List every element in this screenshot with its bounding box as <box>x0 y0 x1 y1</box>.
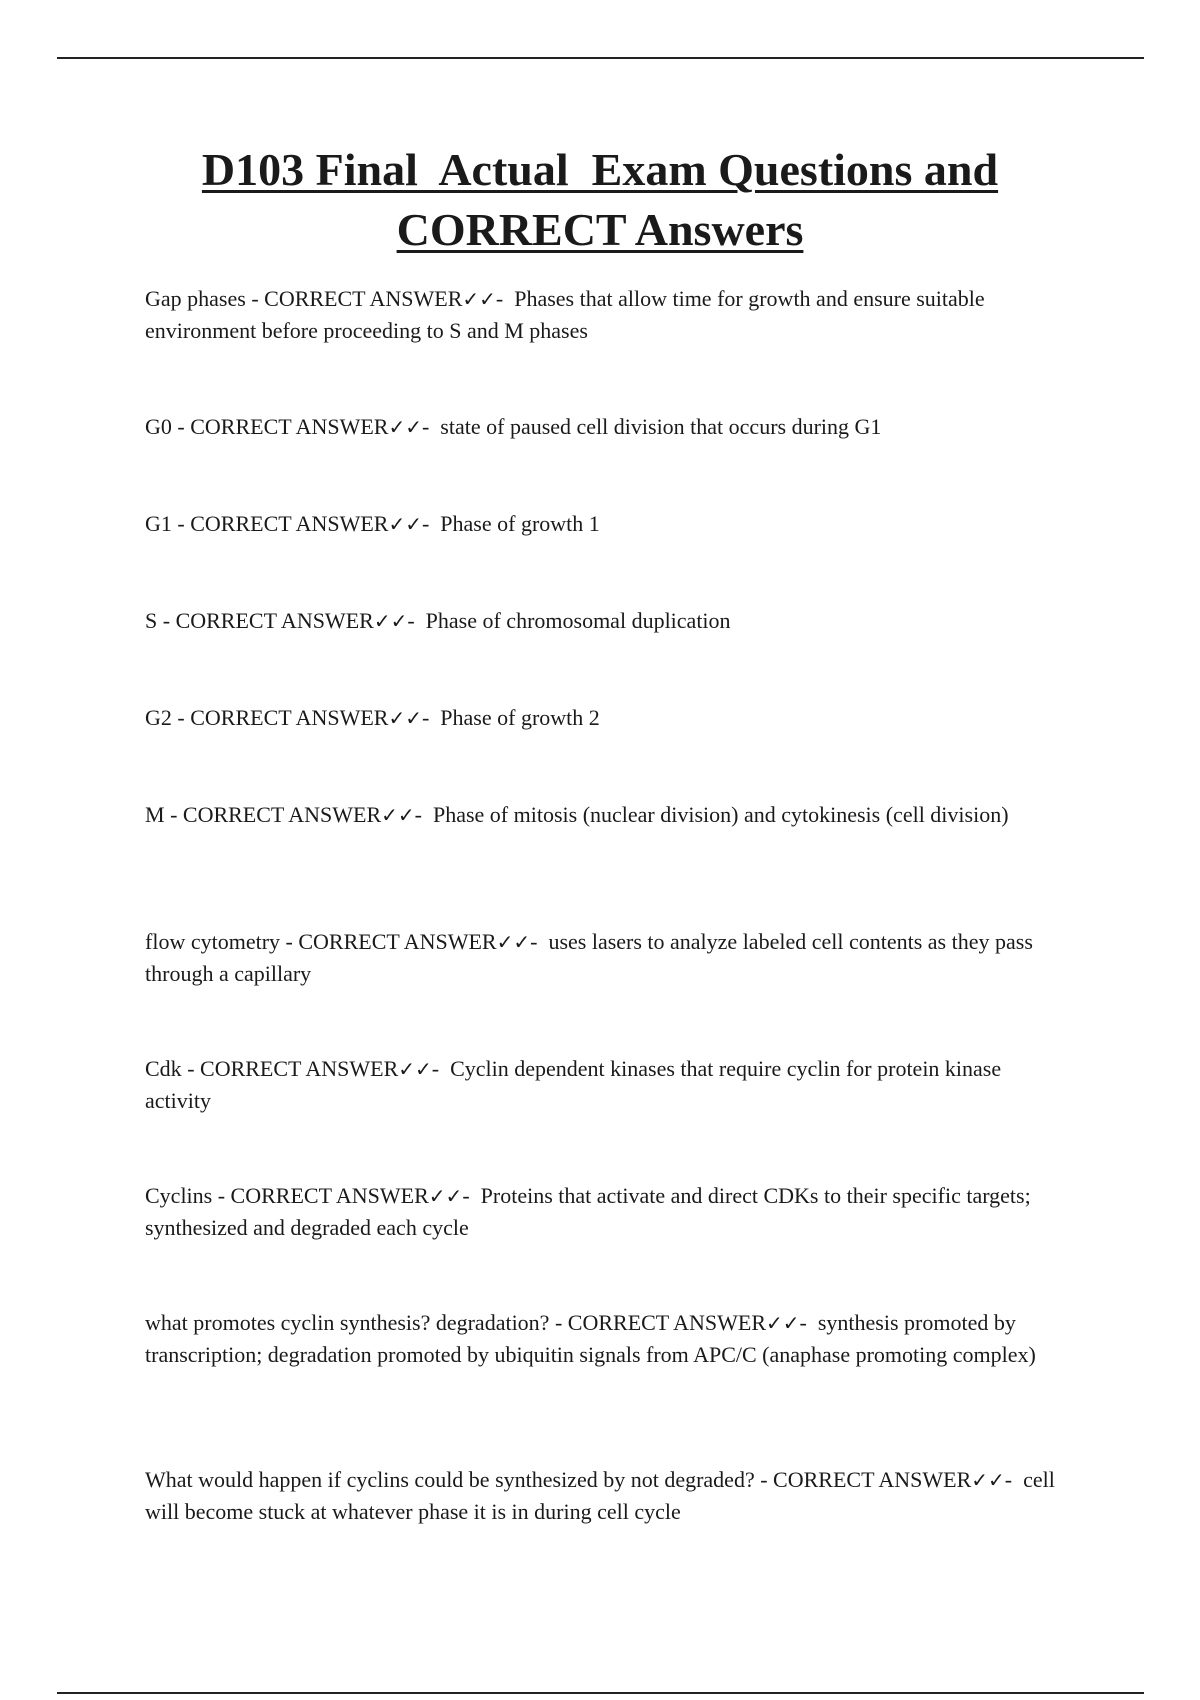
qa-item-g0 <box>145 411 1065 443</box>
qa-term: flow cytometry <box>145 929 281 954</box>
qa-label: - CORRECT ANSWER <box>245 286 463 311</box>
qa-label: - CORRECT ANSWER <box>280 929 497 954</box>
qa-term: what promotes cyclin synthesis? degradation? <box>145 1310 550 1335</box>
qa-answer: Phase of growth 1 <box>440 511 600 536</box>
check-icon: ✓✓ <box>462 287 496 311</box>
top-rule <box>57 57 1144 59</box>
check-icon: ✓✓ <box>766 1311 800 1335</box>
qa-label: - CORRECT ANSWER <box>157 608 374 633</box>
title-line-2: CORRECT Answers <box>396 204 804 255</box>
qa-item-flow-cytometry <box>145 926 1065 990</box>
qa-term: Gap phases <box>145 286 246 311</box>
qa-dash: - <box>421 414 441 439</box>
qa-answer: Phase of growth 2 <box>440 705 600 730</box>
qa-answer: Phase of mitosis (nuclear division) and cytokinesis (cell division) <box>432 802 1009 827</box>
qa-dash: - <box>421 705 441 730</box>
qa-item-m <box>145 799 1065 831</box>
qa-dash: - <box>414 802 433 827</box>
qa-dash: - <box>495 286 515 311</box>
qa-term: S <box>145 608 158 633</box>
qa-dash: - <box>1004 1467 1024 1492</box>
qa-term: M <box>145 802 165 827</box>
qa-term: G0 <box>145 414 172 439</box>
bottom-rule <box>57 1692 1144 1694</box>
check-icon: ✓✓ <box>398 1057 432 1081</box>
check-icon: ✓✓ <box>381 803 415 827</box>
qa-answer: Phase of chromosomal duplication <box>425 608 731 633</box>
check-icon: ✓✓ <box>428 1184 463 1208</box>
page-title <box>0 140 1200 260</box>
qa-answer: cell will become stuck at whatever phase it is in during cell cycle <box>145 1467 1061 1524</box>
qa-term: Cyclins <box>145 1183 213 1208</box>
check-icon: ✓✓ <box>971 1468 1005 1492</box>
qa-answer: Cyclin dependent kinases that require cyclin for protein kinase activity <box>145 1056 1007 1113</box>
qa-item-cyclins-not-degraded <box>145 1464 1065 1528</box>
qa-item-g2 <box>145 702 1065 734</box>
qa-answer: synthesis promoted by transcription; degradation promoted by ubiquitin signals from APC/C (anaphase promoting complex) <box>145 1310 1036 1367</box>
qa-dash: - <box>421 511 441 536</box>
qa-label: - CORRECT ANSWER <box>164 802 382 827</box>
qa-dash: - <box>407 608 426 633</box>
qa-answer: uses lasers to analyze labeled cell contents as they pass through a capillary <box>145 929 1039 986</box>
check-icon: ✓✓ <box>388 415 422 439</box>
qa-answer: Phases that allow time for growth and ensure suitable environment before proceeding to S and M phases <box>145 286 991 343</box>
qa-dash: - <box>462 1183 481 1208</box>
qa-label: - CORRECT ANSWER <box>171 414 389 439</box>
qa-answer: Proteins that activate and direct CDKs to their specific targets; synthesized and degraded each cycle <box>145 1183 1037 1240</box>
qa-term: G1 <box>145 511 172 536</box>
check-icon: ✓✓ <box>373 609 408 633</box>
qa-label: - CORRECT ANSWER <box>181 1056 399 1081</box>
qa-dash: - <box>530 929 549 954</box>
qa-label: - CORRECT ANSWER <box>171 705 389 730</box>
qa-term: Cdk <box>145 1056 182 1081</box>
qa-item-gap-phases <box>145 283 1065 347</box>
check-icon: ✓✓ <box>388 512 422 536</box>
qa-dash: - <box>431 1056 451 1081</box>
qa-item-cdk <box>145 1053 1065 1117</box>
qa-item-s <box>145 605 1065 637</box>
qa-label: - CORRECT ANSWER <box>549 1310 767 1335</box>
qa-item-cyclins <box>145 1180 1065 1244</box>
qa-answer: state of paused cell division that occurs during G1 <box>440 414 882 439</box>
qa-term: What would happen if cyclins could be synthesized by not degraded? <box>145 1467 755 1492</box>
check-icon: ✓✓ <box>388 706 422 730</box>
qa-item-cyclin-synthesis <box>145 1307 1065 1371</box>
qa-item-g1 <box>145 508 1065 540</box>
check-icon: ✓✓ <box>496 930 531 954</box>
qa-label: - CORRECT ANSWER <box>212 1183 429 1208</box>
qa-dash: - <box>799 1310 818 1335</box>
qa-label: - CORRECT ANSWER <box>171 511 389 536</box>
qa-label: - CORRECT ANSWER <box>754 1467 972 1492</box>
qa-term: G2 <box>145 705 172 730</box>
title-line-1: D103 Final Actual Exam Questions and <box>201 144 999 195</box>
